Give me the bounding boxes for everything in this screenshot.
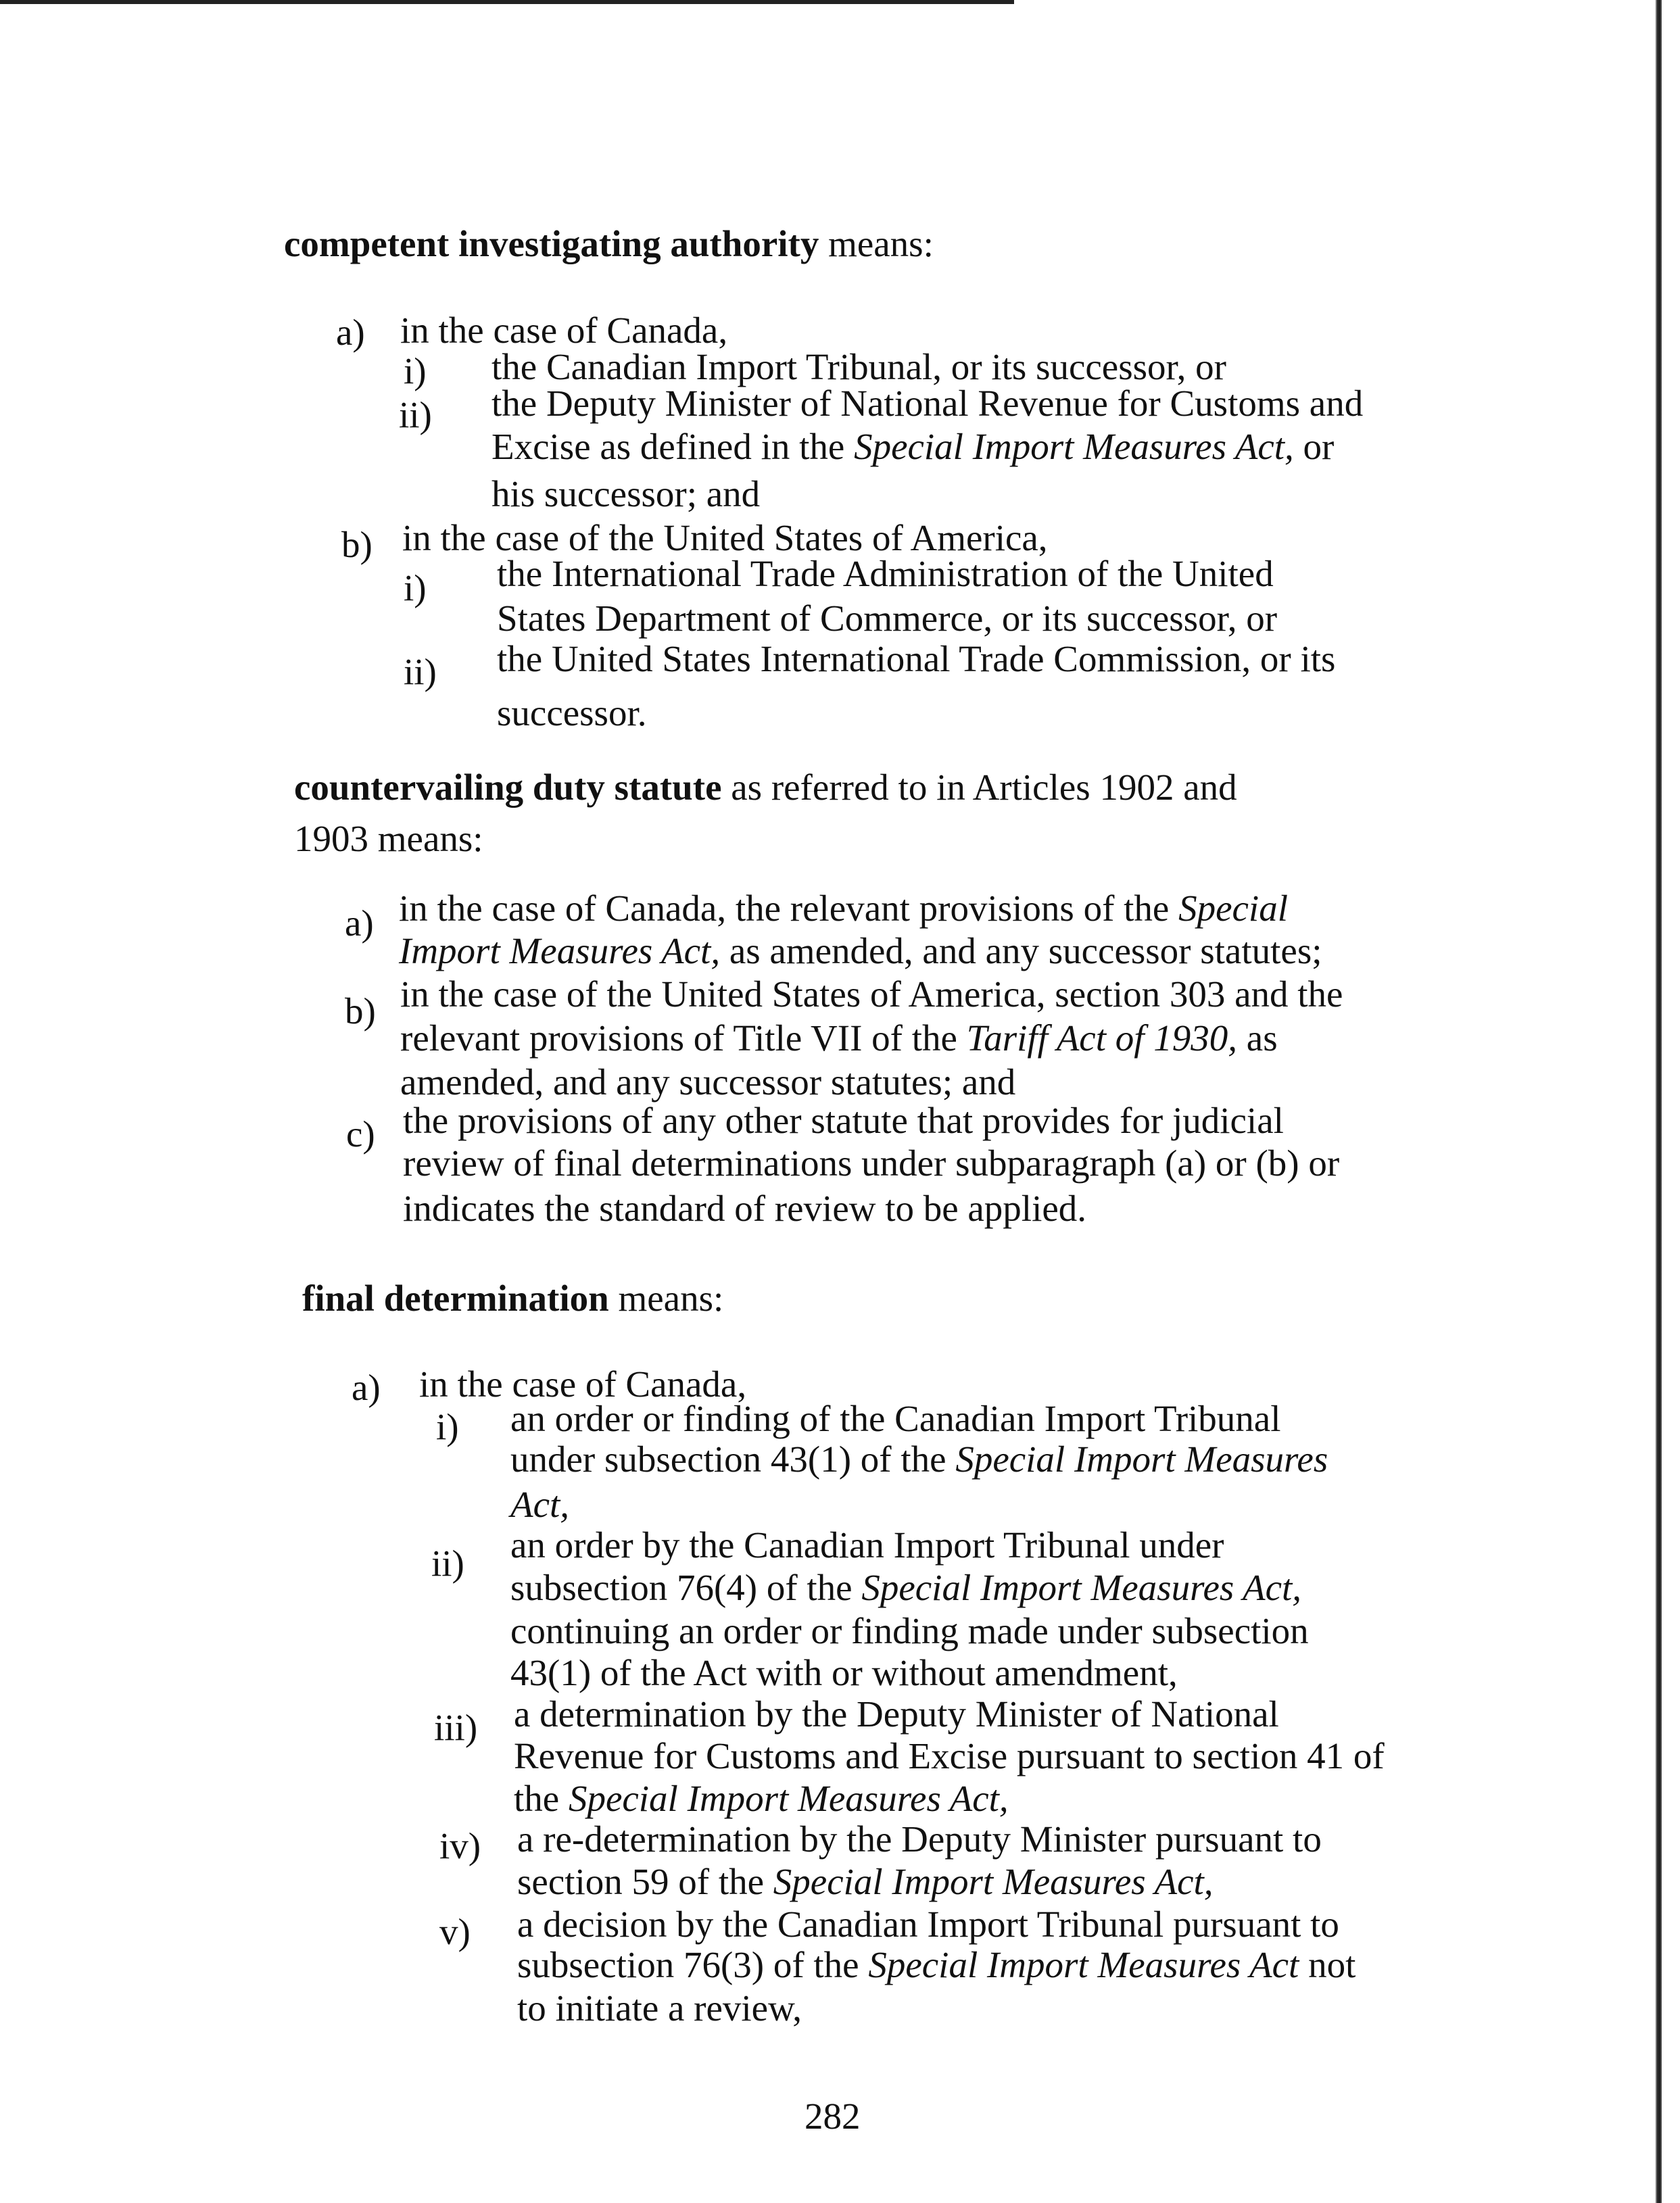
item-text: indicates the standard of review to be applied. [403,1188,1087,1229]
subitem-text: the Special Import Measures Act, [514,1778,1009,1819]
act-name: Special Import Measures Act, [773,1861,1214,1902]
act-name: Special [1178,888,1288,929]
subitem-label: i) [404,567,427,608]
item-text: the provisions of any other statute that provides for judicial [403,1100,1284,1141]
subitem-text: subsection 76(4) of the Special Import Measures Act, [510,1567,1302,1608]
subitem-label: ii) [431,1543,464,1584]
subitem-text: a determination by the Deputy Minister of National [514,1693,1279,1735]
item-label: a) [336,312,365,353]
definition-heading-cds [294,767,1237,808]
page-right-edge [1655,0,1662,2203]
act-name: Tariff Act of 1930, [966,1017,1238,1059]
item-text: in the case of Canada, [419,1363,747,1405]
item-text: in the case of Canada, [400,310,728,351]
item-text: relevant provisions of Title VII of the Tariff Act of 1930, as [400,1017,1278,1059]
item-label: a) [352,1367,381,1408]
page-number: 282 [805,2096,861,2137]
subitem-text: under subsection 43(1) of the Special Import Measures [510,1438,1328,1480]
subitem-label: i) [436,1406,459,1447]
subitem-text: an order by the Canadian Import Tribunal under [510,1524,1224,1566]
subitem-text: a decision by the Canadian Import Tribunal pursuant to [517,1904,1339,1945]
subitem-text: subsection 76(3) of the Special Import Measures Act not [517,1944,1356,1985]
subitem-label: ii) [399,394,432,435]
act-name: Special Import Measures [955,1438,1328,1480]
item-text: in the case of Canada, the relevant provisions of the Special [399,888,1288,929]
subitem-text: a re-determination by the Deputy Minister pursuant to [517,1818,1322,1860]
subitem-text: successor. [497,692,647,733]
item-text: in the case of the United States of America, section 303 and the [400,973,1343,1015]
subitem-text: section 59 of the Special Import Measures Act, [517,1861,1214,1902]
item-text: in the case of the United States of America, [402,517,1048,558]
item-label: c) [346,1113,375,1155]
item-label: b) [341,524,373,565]
term-cds: countervailing duty statute [294,767,722,808]
term-fd: final determination [302,1278,609,1319]
subitem-text: an order or finding of the Canadian Import Tribunal [510,1398,1281,1439]
subitem-label: ii) [404,651,437,692]
subitem-text: the United States International Trade Commission, or its [497,638,1336,679]
subitem-label: i) [404,350,427,391]
item-text: review of final determinations under subparagraph (a) or (b) or [403,1142,1340,1184]
term-cia: competent investigating authority [284,223,819,264]
subitem-label: v) [439,1911,471,1952]
term-suffix: as referred to in Articles 1902 and [731,767,1237,808]
term-suffix: means: [828,223,934,264]
act-name: Special Import Measures Act, [854,426,1294,467]
item-label: b) [345,990,376,1032]
subitem-label: iii) [434,1707,478,1748]
subitem-text: continuing an order or finding made under subsection [510,1610,1309,1651]
item-text: Import Measures Act, as amended, and any successor statutes; [399,930,1322,971]
subitem-text: the Canadian Import Tribunal, or its successor, or [491,346,1226,387]
act-name: Special Import Measures Act, [861,1567,1302,1608]
item-text: amended, and any successor statutes; and [400,1061,1016,1103]
subitem-text: the Deputy Minister of National Revenue for Customs and [491,383,1364,424]
subitem-text: his successor; and [491,473,761,514]
subitem-text [510,1484,569,1526]
definition-heading-cia [284,223,934,265]
item-label: a) [345,902,374,944]
act-name: Special Import Measures Act, [568,1778,1009,1819]
subitem-text: States Department of Commerce, or its successor, or [497,598,1278,639]
act-name: Import Measures Act, [399,930,721,971]
definition-text: 1903 means: [294,818,483,859]
subitem-label: iv) [439,1825,481,1866]
act-name: Special Import Measures Act [868,1944,1299,1985]
term-suffix: means: [618,1278,724,1319]
subitem-text: 43(1) of the Act with or without amendment, [510,1652,1178,1693]
subitem-text: Revenue for Customs and Excise pursuant to section 41 of [514,1735,1385,1776]
subitem-text: to initiate a review, [517,1987,802,2029]
subitem-text: Excise as defined in the Special Import Measures Act, or [491,426,1335,467]
act-name: Act, [510,1484,570,1525]
subitem-text: the International Trade Administration of the United [497,553,1274,594]
definition-heading-fd [302,1278,723,1320]
